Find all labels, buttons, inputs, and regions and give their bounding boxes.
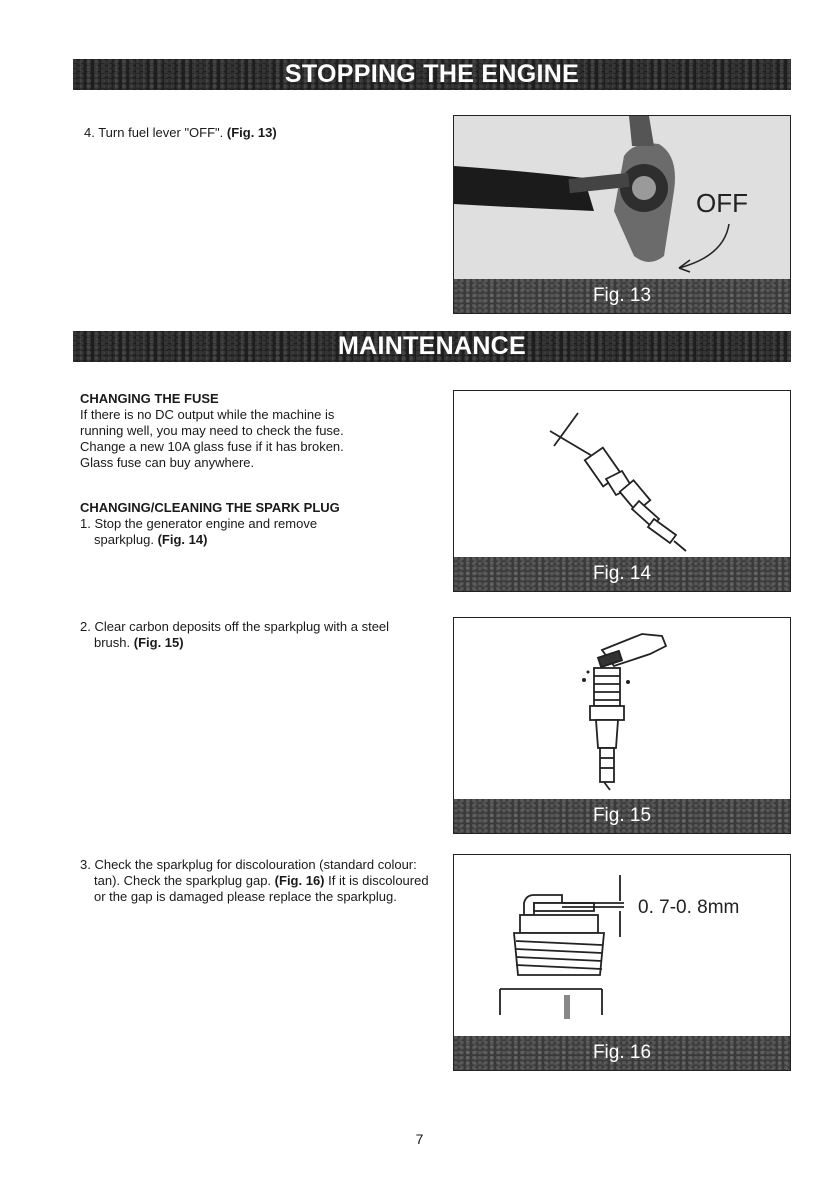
spark-step-2 <box>80 619 420 651</box>
spark-plug-wrench-illustration <box>454 391 791 559</box>
fig13-caption-text: Fig. 13 <box>592 285 652 306</box>
step-4-fig-ref: (Fig. 13) <box>226 125 277 140</box>
fig16-gap-label: 0. 7-0. 8mm <box>638 897 740 918</box>
spark-step-1 <box>80 516 370 548</box>
section-banner-maintenance <box>73 331 791 362</box>
spark-plug-heading: CHANGING/CLEANING THE SPARK PLUG <box>80 500 340 515</box>
section-banner-stopping-engine <box>73 59 791 90</box>
step-4-text: 4. Turn fuel lever "OFF". <box>84 125 227 140</box>
spark-plug-section <box>80 500 430 548</box>
fuse-line-1: If there is no DC output while the machine is <box>80 407 335 422</box>
fuse-line-3: Change a new 10A glass fuse if it has broken. <box>80 439 344 454</box>
spark-step-2-text: 2. Clear carbon deposits off the sparkplug with a steel brush. <box>80 619 390 650</box>
fuse-section <box>80 391 430 471</box>
spark-plug-gap-illustration <box>454 855 791 1038</box>
fuel-lever-photo <box>454 116 791 281</box>
spark-step-3-text: 3. Check the sparkplug for discolouration (standard colour: tan). Check the sparkplug gap. <box>80 857 417 888</box>
spark-step-2-fig-ref: (Fig. 15) <box>133 635 184 650</box>
fig16-caption-text: Fig. 16 <box>592 1042 652 1063</box>
page-number: 7 <box>415 1131 424 1147</box>
figure-16 <box>453 854 791 1071</box>
fig14-caption <box>454 557 790 591</box>
fig13-off-label: OFF <box>696 188 748 218</box>
fuse-heading: CHANGING THE FUSE <box>80 391 219 406</box>
fig15-caption <box>454 799 790 833</box>
spark-step-3 <box>80 857 430 905</box>
step-4-instruction <box>84 125 424 141</box>
spark-step-3-fig-ref: (Fig. 16) <box>274 873 325 888</box>
spark-plug-brush-illustration <box>454 618 791 801</box>
fig14-caption-text: Fig. 14 <box>592 563 652 584</box>
figure-13 <box>453 115 791 314</box>
fig16-caption <box>454 1036 790 1070</box>
section-title-stopping-engine: STOPPING THE ENGINE <box>284 60 580 88</box>
figure-14 <box>453 390 791 592</box>
fig13-caption <box>454 279 790 313</box>
spark-step-3-continuation: If it is discoloured or the gap is damaged please replace the sparkplug. <box>94 873 429 904</box>
fuse-line-4: Glass fuse can buy anywhere. <box>80 455 255 470</box>
fuse-line-2: running well, you may need to check the fuse. <box>80 423 344 438</box>
figure-15 <box>453 617 791 834</box>
fig15-caption-text: Fig. 15 <box>592 805 652 826</box>
spark-step-1-text: 1. Stop the generator engine and remove sparkplug. <box>80 516 318 547</box>
spark-step-1-fig-ref: (Fig. 14) <box>157 532 208 547</box>
section-title-maintenance: MAINTENANCE <box>337 332 527 360</box>
